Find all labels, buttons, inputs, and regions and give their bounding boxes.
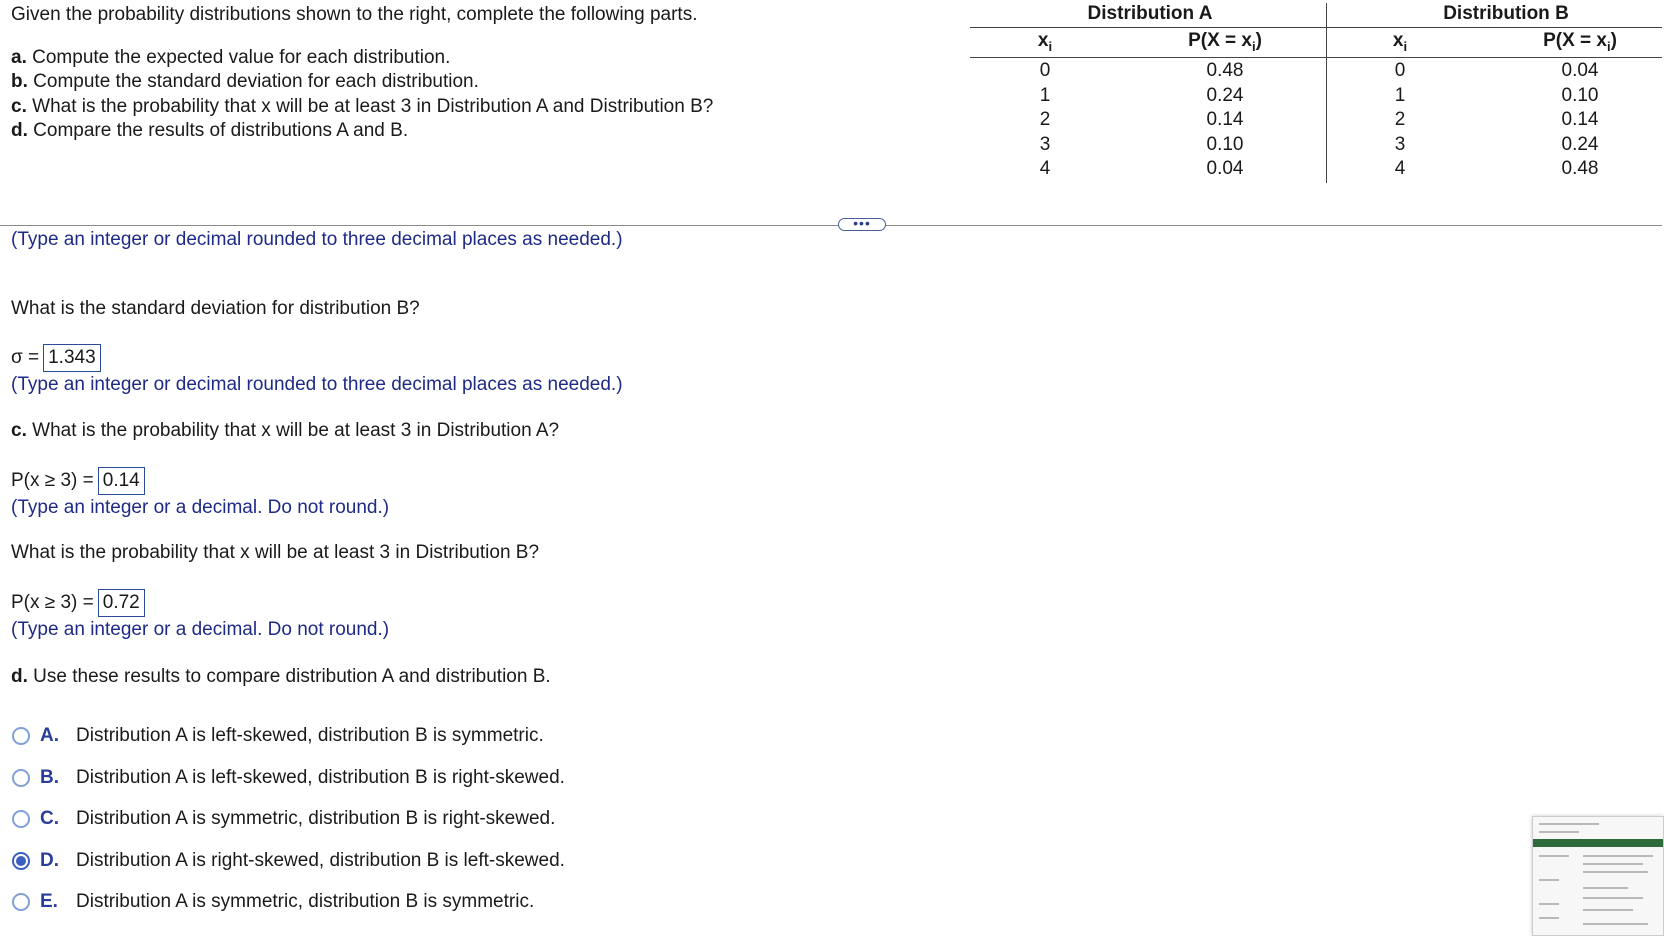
option-text: Distribution A is left-skewed, distribution B is symmetric. bbox=[76, 725, 544, 746]
table-divider bbox=[1326, 3, 1327, 183]
pb-hint: (Type an integer or a decimal. Do not round.) bbox=[11, 619, 390, 640]
distribution-table bbox=[0, 0, 1662, 190]
dist-b-x-value: 4 bbox=[1394, 158, 1406, 179]
dist-b-p-value: 0.10 bbox=[1561, 84, 1599, 106]
thumbnail-line bbox=[1539, 823, 1599, 825]
pb-question: What is the probability that x will be at least 3 in Distribution B? bbox=[11, 542, 540, 563]
option-letter: C. bbox=[40, 808, 59, 829]
dist-b-x-column bbox=[1385, 59, 1415, 182]
previous-hint: (Type an integer or decimal rounded to three decimal places as needed.) bbox=[11, 229, 623, 250]
thumbnail-line bbox=[1583, 897, 1643, 899]
dist-b-p-value: 0.14 bbox=[1561, 109, 1599, 130]
option-d[interactable] bbox=[12, 850, 565, 872]
dist-a-p-value: 0.10 bbox=[1206, 133, 1244, 155]
radio-icon[interactable] bbox=[12, 769, 30, 787]
dist-b-p-value: 0.24 bbox=[1561, 133, 1599, 155]
option-text: Distribution A is left-skewed, distribution B is right-skewed. bbox=[76, 767, 565, 788]
dist-a-p-value: 0.48 bbox=[1206, 60, 1244, 81]
part-c-letter: c. bbox=[11, 96, 27, 117]
dist-b-p-header: $P(X = x_i)$ bbox=[1543, 30, 1617, 54]
radio-icon[interactable] bbox=[12, 810, 30, 828]
radio-icon[interactable] bbox=[12, 893, 30, 911]
dist-b-title: Distribution B bbox=[1443, 3, 1569, 24]
thumbnail-line bbox=[1583, 871, 1648, 873]
dist-a-x-header: $x_i$ bbox=[1037, 30, 1053, 54]
option-text: Distribution A is right-skewed, distribution B is left-skewed. bbox=[76, 850, 565, 871]
thumbnail-line bbox=[1539, 917, 1559, 919]
dist-b-p-column bbox=[1545, 59, 1615, 182]
part-a-letter: a. bbox=[11, 47, 27, 68]
thumbnail-line bbox=[1583, 923, 1648, 925]
part-d-letter: d. bbox=[11, 120, 28, 141]
part-b-letter: b. bbox=[11, 71, 28, 92]
table-rule bbox=[970, 27, 1662, 28]
dist-a-x-value: 1 bbox=[1039, 84, 1051, 106]
pb-label: P(x ≥ 3) = bbox=[11, 592, 94, 613]
dist-a-title: Distribution A bbox=[1087, 3, 1213, 24]
dist-b-p-value: 0.04 bbox=[1561, 60, 1599, 81]
option-letter: E. bbox=[40, 891, 58, 912]
radio-icon[interactable] bbox=[12, 727, 30, 745]
part-c-question bbox=[11, 419, 559, 443]
thumbnail-line bbox=[1583, 887, 1628, 889]
sd-b-question: What is the standard deviation for distribution B? bbox=[11, 298, 420, 319]
section-divider bbox=[0, 225, 1662, 226]
part-b-text: Compute the standard deviation for each distribution. bbox=[27, 71, 479, 92]
pa-label: P(x ≥ 3) = bbox=[11, 470, 94, 491]
sd-b-answer-row bbox=[11, 344, 101, 372]
dist-b-x-value: 1 bbox=[1394, 84, 1406, 106]
option-c[interactable] bbox=[12, 808, 555, 830]
question-intro: Given the probability distributions shown to the right, complete the following parts. bbox=[11, 4, 698, 25]
option-b[interactable] bbox=[12, 767, 565, 789]
option-e[interactable] bbox=[12, 891, 534, 913]
radio-selected-icon[interactable] bbox=[12, 852, 30, 870]
option-letter: D. bbox=[40, 850, 59, 871]
thumbnail-header-bar bbox=[1533, 839, 1663, 847]
pb-answer-row bbox=[11, 589, 145, 617]
part-c-question-letter: c. bbox=[11, 420, 27, 441]
thumbnail-line bbox=[1539, 879, 1559, 881]
dist-a-x-column bbox=[1030, 59, 1060, 182]
expand-more-button[interactable]: ••• bbox=[838, 218, 886, 231]
dist-a-p-value: 0.14 bbox=[1206, 109, 1244, 130]
dist-a-p-value: 0.04 bbox=[1206, 158, 1244, 179]
part-c-question-text: What is the probability that x will be at least 3 in Distribution A? bbox=[26, 420, 560, 441]
dist-a-x-value: 0 bbox=[1039, 60, 1051, 81]
sigma-label: σ = bbox=[11, 347, 40, 368]
option-a[interactable] bbox=[12, 725, 544, 747]
dist-b-x-value: 3 bbox=[1394, 133, 1406, 155]
dist-b-x-header: $x_i$ bbox=[1392, 30, 1408, 54]
option-letter: A. bbox=[40, 725, 59, 746]
thumbnail-line bbox=[1583, 909, 1633, 911]
part-d-text: Compare the results of distributions A and B. bbox=[27, 120, 409, 141]
dist-b-x-value: 0 bbox=[1394, 60, 1406, 81]
option-text: Distribution A is symmetric, distribution B is right-skewed. bbox=[76, 808, 556, 829]
pa-hint: (Type an integer or a decimal. Do not round.) bbox=[11, 497, 390, 518]
pb-answer-input[interactable]: 0.72 bbox=[98, 589, 145, 617]
dist-b-p-value: 0.48 bbox=[1561, 158, 1599, 179]
part-d-question-text: Use these results to compare distribution A and distribution B. bbox=[27, 666, 551, 687]
pa-answer-input[interactable]: 0.14 bbox=[98, 467, 145, 495]
sd-b-hint: (Type an integer or decimal rounded to three decimal places as needed.) bbox=[11, 374, 623, 395]
sd-b-answer-input[interactable]: 1.343 bbox=[43, 344, 101, 372]
thumbnail-line bbox=[1583, 855, 1653, 857]
dist-b-x-value: 2 bbox=[1394, 109, 1406, 130]
table-rule bbox=[970, 57, 1662, 58]
clipped-hint-wrapper bbox=[0, 229, 900, 276]
dist-a-x-value: 3 bbox=[1039, 133, 1051, 155]
thumbnail-line bbox=[1583, 863, 1643, 865]
pa-answer-row bbox=[11, 467, 145, 495]
part-d-question bbox=[11, 665, 551, 689]
thumbnail-line bbox=[1539, 831, 1579, 833]
dist-a-x-value: 4 bbox=[1039, 158, 1051, 179]
dist-a-p-column bbox=[1190, 59, 1260, 182]
window-thumbnail[interactable] bbox=[1532, 816, 1664, 936]
thumbnail-line bbox=[1539, 903, 1559, 905]
dist-a-p-header: $P(X = x_i)$ bbox=[1188, 30, 1262, 54]
part-d-question-letter: d. bbox=[11, 666, 28, 687]
part-a-text: Compute the expected value for each distribution. bbox=[26, 47, 451, 68]
option-letter: B. bbox=[40, 767, 59, 788]
thumbnail-line bbox=[1539, 855, 1569, 857]
part-c-text: What is the probability that x will be at least 3 in Distribution A and Distribution B? bbox=[26, 96, 714, 117]
dist-a-x-value: 2 bbox=[1039, 109, 1051, 130]
option-text: Distribution A is symmetric, distribution B is symmetric. bbox=[76, 891, 535, 912]
dist-a-p-value: 0.24 bbox=[1206, 84, 1244, 106]
